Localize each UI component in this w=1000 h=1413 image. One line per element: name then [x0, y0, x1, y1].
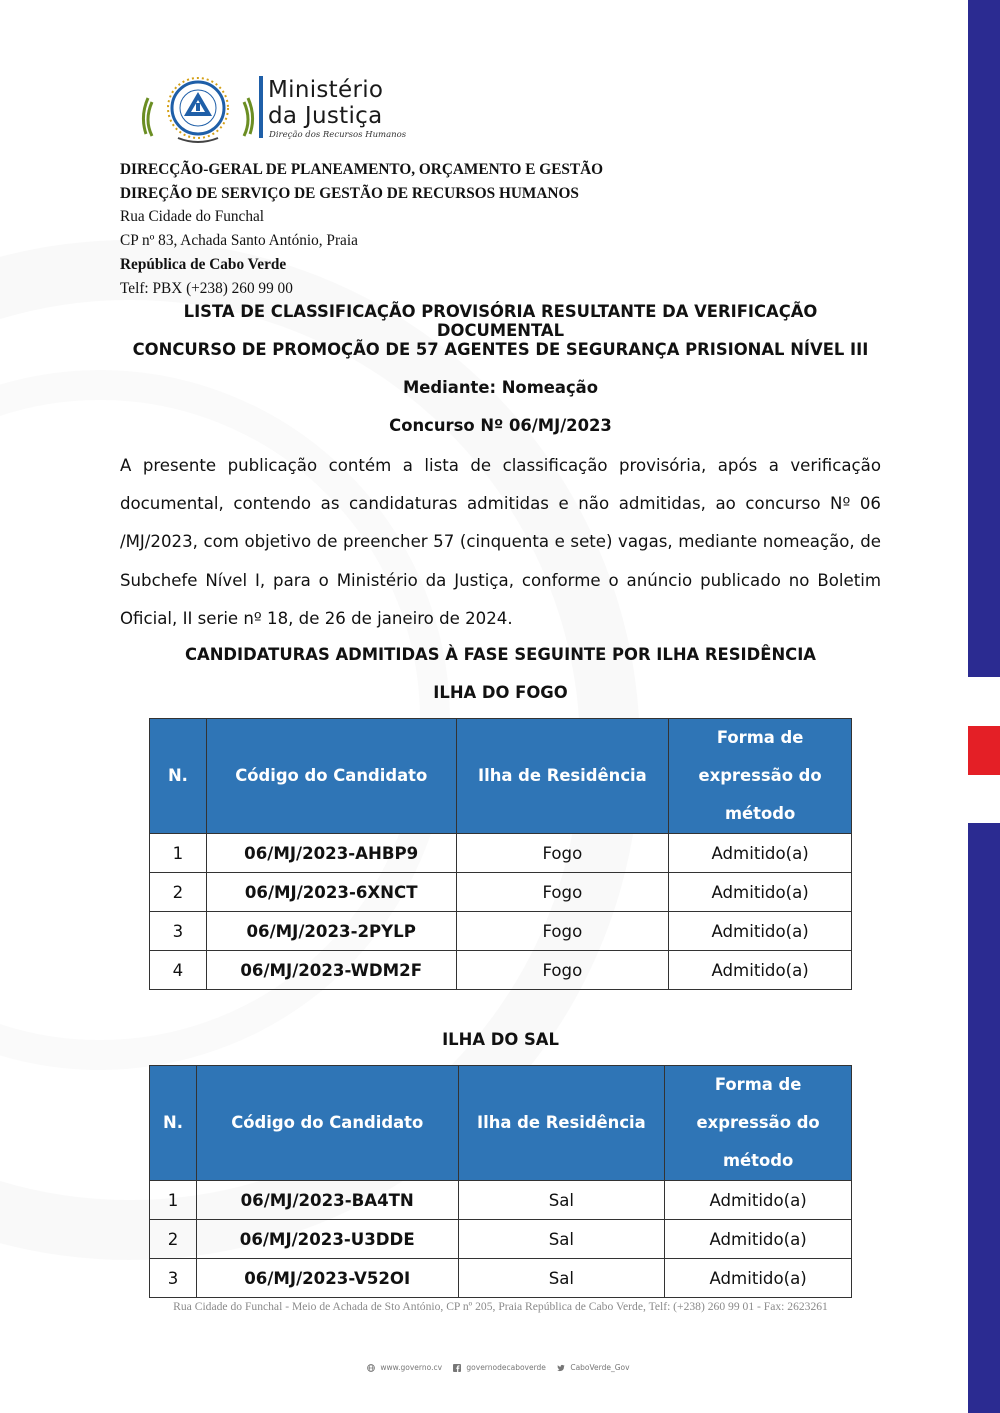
col-header-n: N.: [150, 1066, 197, 1181]
facebook-icon: [453, 1364, 461, 1372]
col-header-method: [665, 1066, 852, 1181]
cell-status: Admitido(a): [669, 912, 852, 951]
cell-island: Fogo: [456, 951, 669, 990]
col-header-island: Ilha de Residência: [456, 719, 669, 834]
col-header-method-l3: método: [724, 804, 796, 823]
cell-code: 06/MJ/2023-AHBP9: [206, 834, 456, 873]
col-header-method: [669, 719, 852, 834]
cell-code: 06/MJ/2023-6XNCT: [206, 873, 456, 912]
cell-n: 1: [150, 1181, 197, 1220]
cell-status: Admitido(a): [665, 1259, 852, 1298]
social-web[interactable]: [367, 1363, 445, 1372]
side-stripe-blue-bottom: [968, 823, 1000, 1413]
cell-island: Sal: [458, 1181, 665, 1220]
logo-divider: [259, 76, 263, 138]
cell-n: 3: [150, 912, 207, 951]
letterhead-line-5: República de Cabo Verde: [120, 255, 287, 273]
cell-n: 3: [150, 1259, 197, 1298]
cell-status: Admitido(a): [669, 834, 852, 873]
logo-title-line2: da Justiça: [268, 103, 383, 129]
cell-status: Admitido(a): [669, 951, 852, 990]
table-row: [150, 1181, 852, 1220]
ministry-logo: [138, 76, 438, 146]
logo-subtitle: Direção dos Recursos Humanos: [269, 130, 407, 140]
document-title: LISTA DE CLASSIFICAÇÃO PROVISÓRIA RESULTANTE DA VERIFICAÇÃO DOCUMENTAL: [183, 302, 818, 340]
cell-code: 06/MJ/2023-V52OI: [196, 1259, 458, 1298]
contest-title: CONCURSO DE PROMOÇÃO DE 57 AGENTES DE SEGURANÇA PRISIONAL NÍVEL III: [132, 340, 869, 359]
fogo-table: [149, 718, 852, 990]
table-row: [150, 834, 852, 873]
cell-island: Sal: [458, 1259, 665, 1298]
cell-n: 4: [150, 951, 207, 990]
table-row: [150, 1220, 852, 1259]
social-twitter-label: CaboVerde_Gov: [570, 1363, 630, 1372]
cell-status: Admitido(a): [665, 1181, 852, 1220]
sal-title: ILHA DO SAL: [442, 1030, 559, 1049]
letterhead-line-6: Telf: PBX (+238) 260 99 00: [120, 279, 293, 297]
letterhead-line-2: DIREÇÃO DE SERVIÇO DE GESTÃO DE RECURSOS HUMANOS: [120, 184, 579, 202]
cell-island: Fogo: [456, 912, 669, 951]
letterhead: [120, 158, 603, 300]
cell-island: Sal: [458, 1220, 665, 1259]
cell-code: 06/MJ/2023-U3DDE: [196, 1220, 458, 1259]
cell-status: Admitido(a): [669, 873, 852, 912]
table-row: [150, 873, 852, 912]
side-stripe-blue-top: [968, 0, 1000, 677]
footer-social: [300, 1363, 700, 1372]
social-facebook-label: governodecaboverde: [466, 1363, 546, 1372]
letterhead-line-4: CP nº 83, Achada Santo António, Praia: [120, 232, 358, 250]
table-row: [150, 1259, 852, 1298]
letterhead-line-3: Rua Cidade do Funchal: [120, 208, 265, 226]
col-header-island: Ilha de Residência: [458, 1066, 665, 1181]
col-header-method-l1: Forma de: [714, 1075, 802, 1094]
col-header-code: Código do Candidato: [206, 719, 456, 834]
cell-code: 06/MJ/2023-WDM2F: [206, 951, 456, 990]
cell-n: 2: [150, 1220, 197, 1259]
col-header-method-l2: expressão do: [698, 766, 822, 785]
twitter-icon: [557, 1364, 565, 1372]
cell-island: Fogo: [456, 873, 669, 912]
col-header-method-l2: expressão do: [696, 1113, 820, 1132]
col-header-code: Código do Candidato: [196, 1066, 458, 1181]
national-seal-icon: [138, 76, 258, 146]
contest-mode: Mediante: Nomeação: [403, 378, 598, 397]
cell-island: Fogo: [456, 834, 669, 873]
cell-n: 1: [150, 834, 207, 873]
intro-paragraph: A presente publicação contém a lista de classificação provisória, após a verificação documental, contendo as candidaturas admitidas e não admitidas, ao concurso Nº 06 /MJ/2023, com objetivo de preencher 57 (cinquenta e sete) vagas, mediante nomeação, de Subchefe Nível I, para o Ministério da Justiça, conforme o anúncio publicado no Boletim Oficial, II serie nº 18, de 26 de janeiro de 2024.: [120, 456, 881, 628]
side-stripe-red: [968, 726, 1000, 775]
table-row: [150, 912, 852, 951]
logo-title-line1: Ministério: [268, 77, 384, 103]
section-title: CANDIDATURAS ADMITIDAS À FASE SEGUINTE POR ILHA RESIDÊNCIA: [185, 645, 816, 664]
social-web-label: www.governo.cv: [380, 1363, 443, 1372]
footer-address: Rua Cidade do Funchal - Meio de Achada de Sto António, CP nº 205, Praia República de Cabo Verde, Telf: (+238) 260 99 01 - Fax: 2623261: [173, 1300, 828, 1313]
cell-status: Admitido(a): [665, 1220, 852, 1259]
fogo-title: ILHA DO FOGO: [433, 683, 568, 702]
col-header-n: N.: [150, 719, 207, 834]
col-header-method-l3: método: [722, 1151, 794, 1170]
cell-n: 2: [150, 873, 207, 912]
globe-icon: [367, 1364, 375, 1372]
social-twitter[interactable]: [557, 1363, 632, 1372]
table-row: [150, 951, 852, 990]
cell-code: 06/MJ/2023-2PYLP: [206, 912, 456, 951]
col-header-method-l1: Forma de: [716, 728, 804, 747]
social-facebook[interactable]: [453, 1363, 549, 1372]
letterhead-line-1: DIRECÇÃO-GERAL DE PLANEAMENTO, ORÇAMENTO E GESTÃO: [120, 161, 604, 178]
sal-table: [149, 1065, 852, 1298]
cell-code: 06/MJ/2023-BA4TN: [196, 1181, 458, 1220]
contest-number: Concurso Nº 06/MJ/2023: [389, 416, 612, 435]
